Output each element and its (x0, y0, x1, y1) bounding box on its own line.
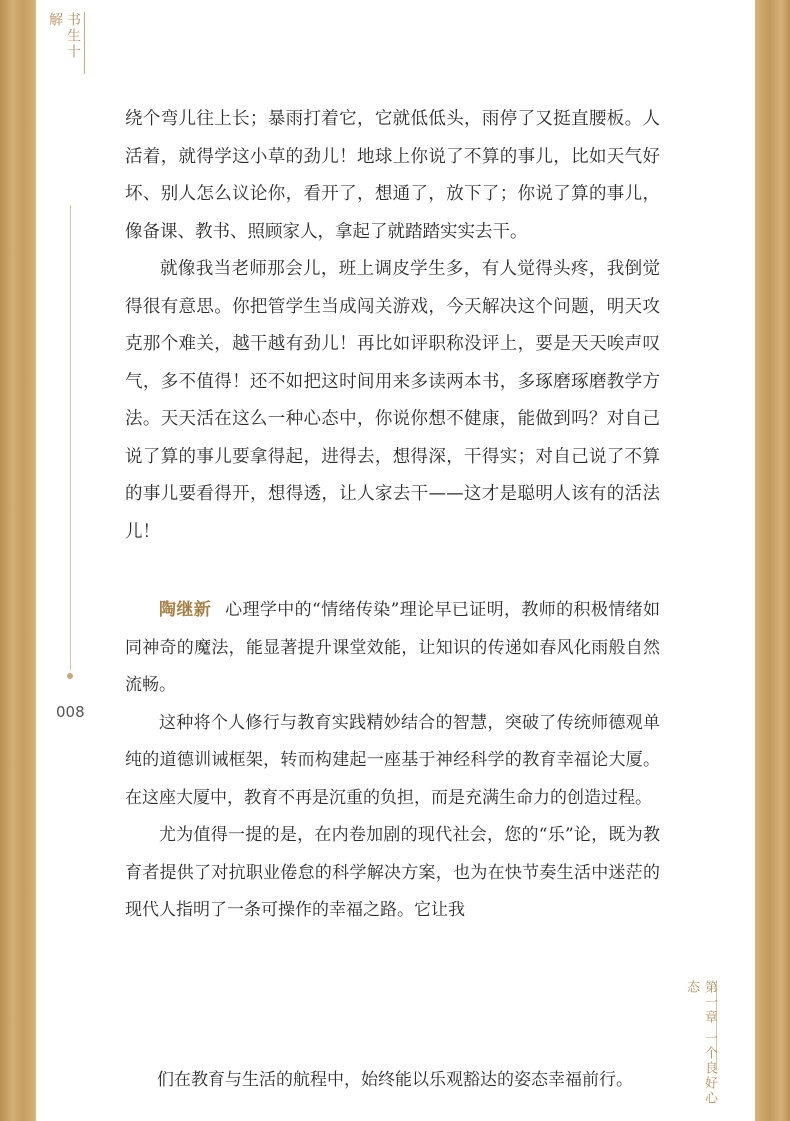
margin-rule (70, 205, 71, 670)
commentary (125, 592, 660, 930)
commentary-paragraph-1-text: 心理学中的“情绪传染”理论早已证明，教师的积极情绪如同神奇的魔法，能显著提升课堂效能，让知识的传递如春风化雨般自然流畅。 (125, 600, 660, 695)
running-head-title: 书生十解 (64, 12, 85, 74)
page-number: 008 (56, 703, 85, 721)
continuation-line: 们在教育与生活的航程中，始终能以乐观豁达的姿态幸福前行。 (157, 1070, 633, 1090)
commentary-paragraph-3: 尤为值得一提的是，在内卷加剧的现代社会，您的“乐”论，既为教育者提供了对抗职业倦怠的科学解决方案，也为在快节奏生活中迷茫的现代人指明了一条可操作的幸福之路。它让我 (125, 825, 660, 920)
body-paragraph-2: 就像我当老师那会儿，班上调皮学生多，有人觉得头疼，我倒觉得很有意思。你把管学生当成闯关游戏，今天解决这个问题，明天攻克那个难关，越干越有劲儿！再比如评职称没评上，要是天天唉声叹气，多不值得！还不如把这时间用来多读两本书，多琢磨琢磨教学方法。天天活在这么一种心态中，你说你想不健康，能做到吗？对自己说了算的事儿要拿得起，进得去，想得深，干得实；对自己说了不算的事儿要看得开，想得透，让人家去干——这才是聪明人该有的活法儿！ (125, 259, 660, 542)
wood-background-left (0, 0, 36, 1121)
body-paragraph-1: 绕个弯儿往上长；暴雨打着它，它就低低头，雨停了又挺直腰板。人活着，就得学这小草的劲儿！地球上你说了不算的事儿，比如天气好坏、别人怎么议论你，看开了，想通了，放下了；你说了算的事儿，像备课、教书、照顾家人，拿起了就踏踏实实去干。 (125, 109, 660, 242)
body-text (125, 101, 660, 551)
commentary-paragraph-2: 这种将个人修行与教育实践精妙结合的智慧，突破了传统师德观单纯的道德训诫框架，转而构建起一座基于神经科学的教育幸福论大厦。在这座大厦中，教育不再是沉重的负担，而是充满生命力的创造过程。 (125, 712, 660, 808)
commentary-author: 陶继新 (159, 600, 212, 620)
wood-background-right (755, 0, 790, 1121)
chapter-mark: 第一章 一个良好心态 (684, 980, 717, 1107)
margin-dot (67, 673, 73, 679)
commentary-paragraph-1 (125, 592, 660, 705)
